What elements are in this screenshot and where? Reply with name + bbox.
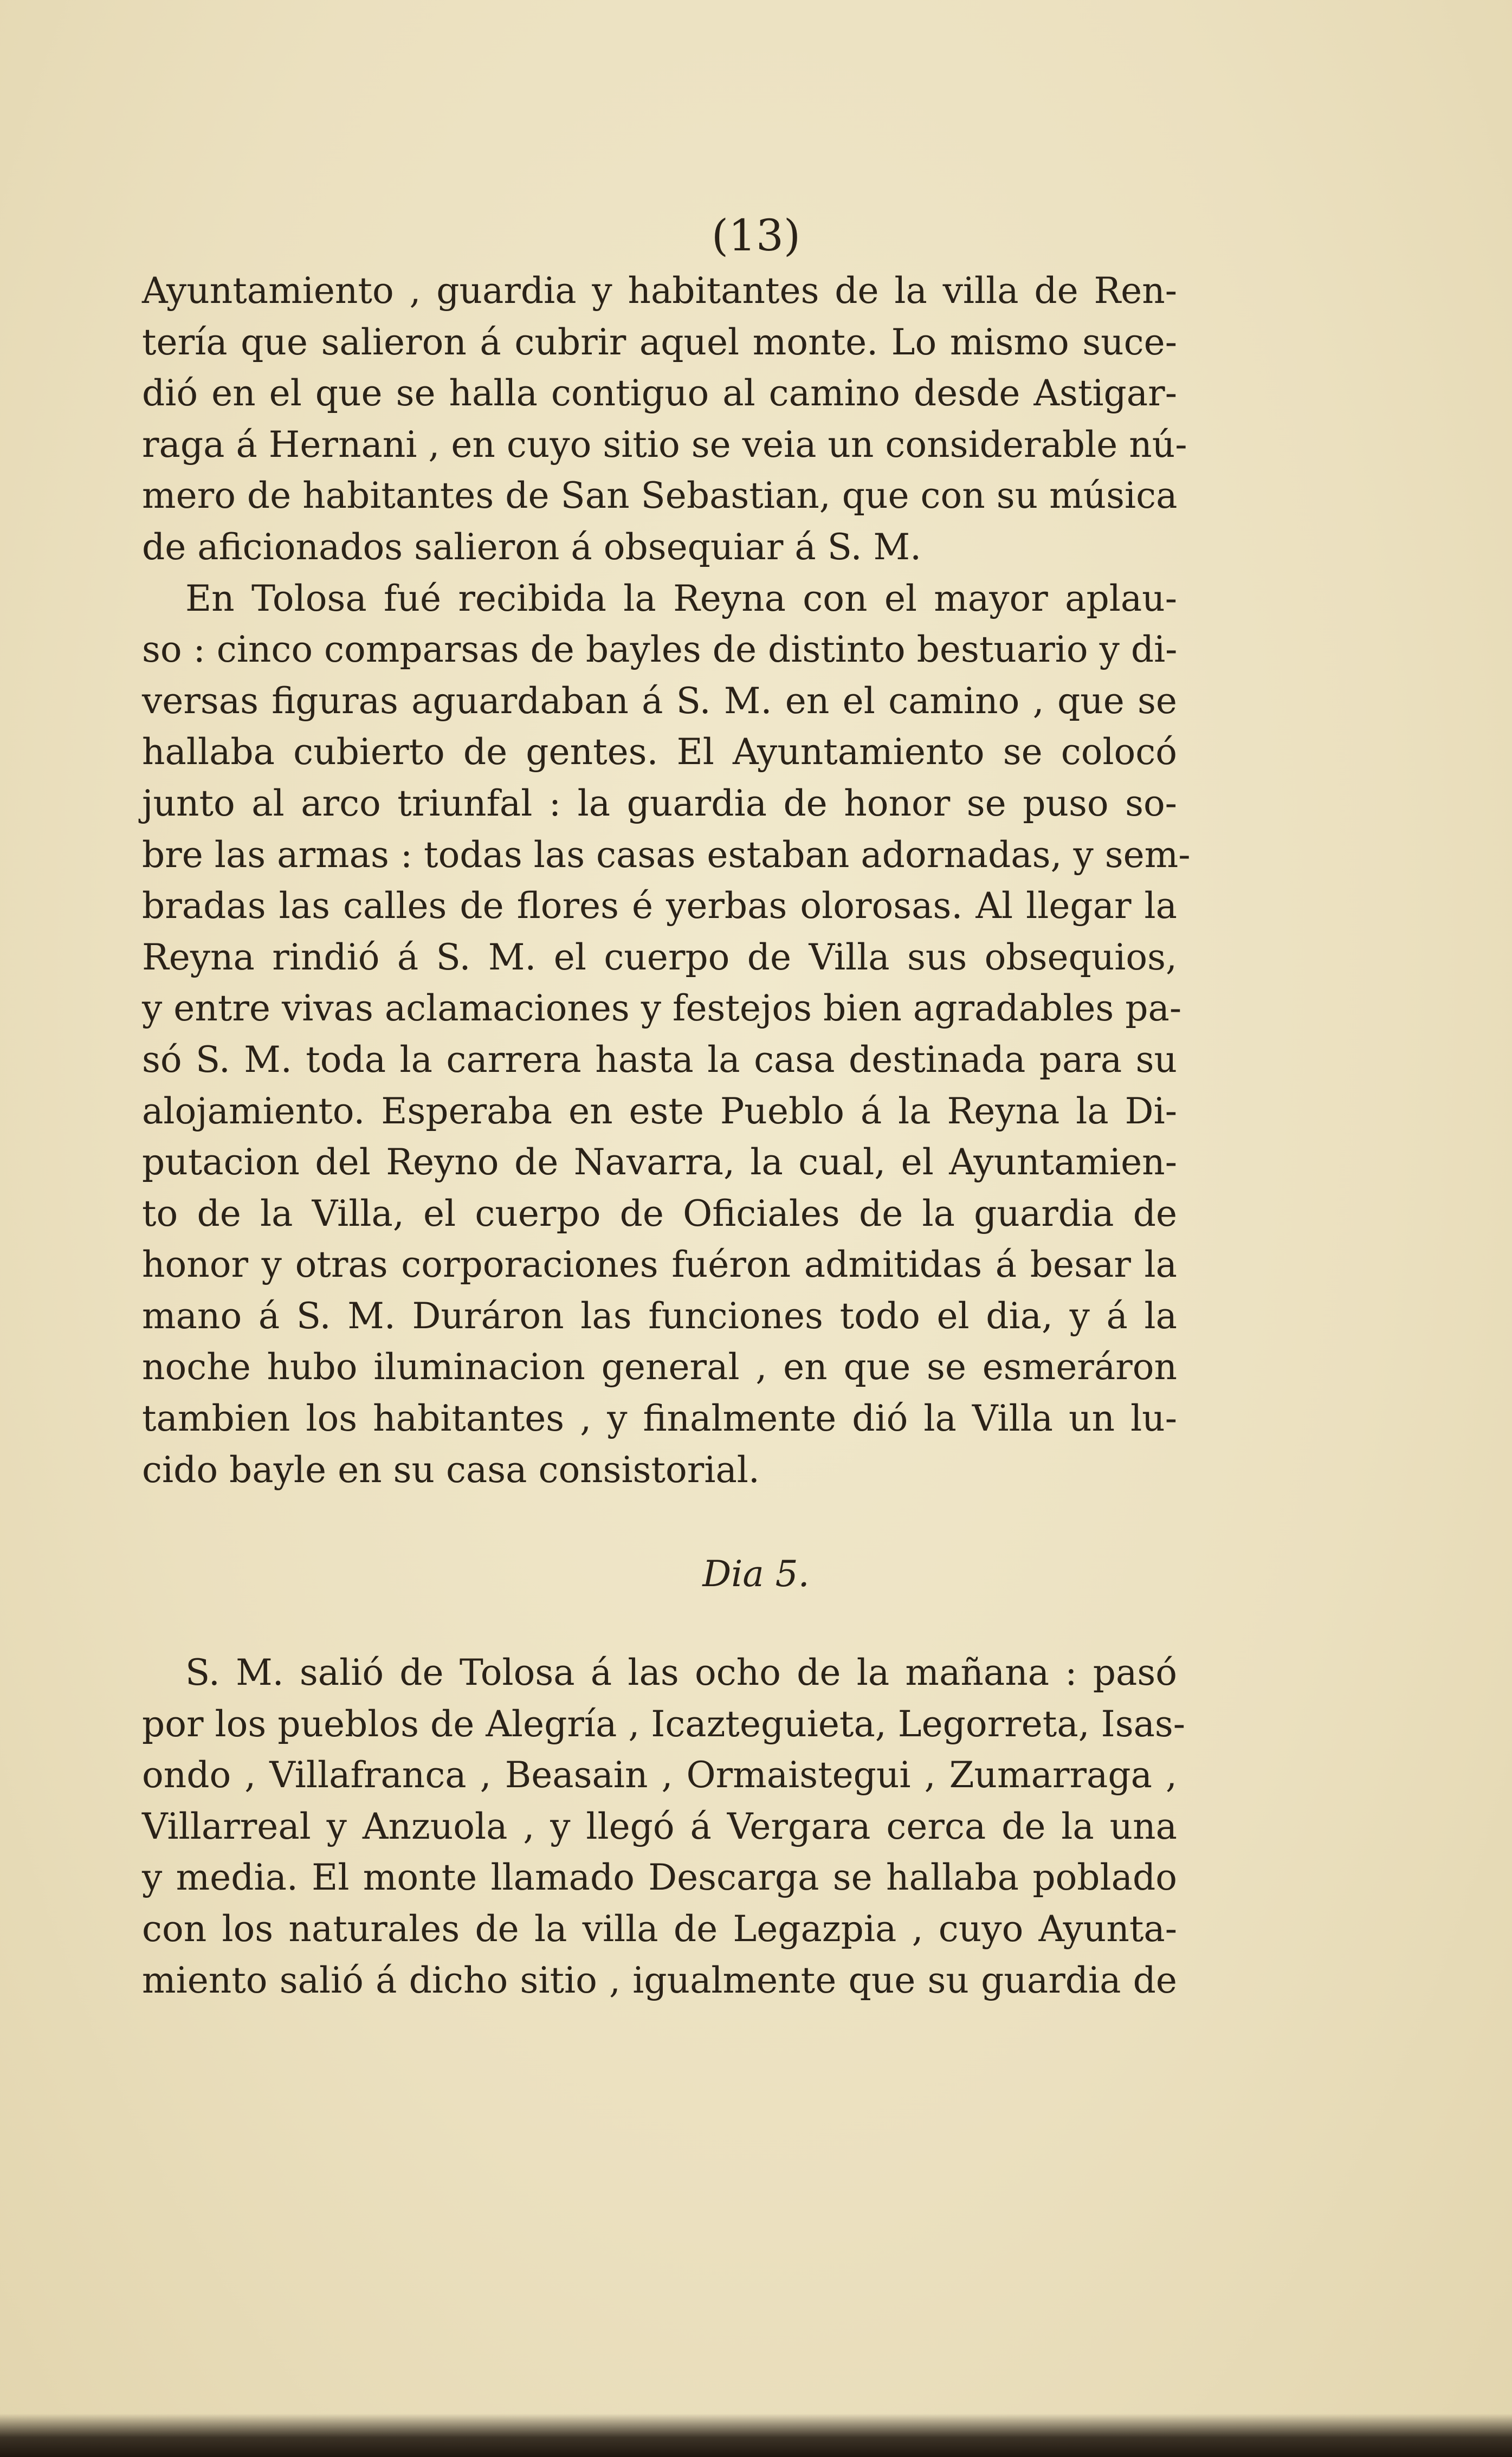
text-line: versas figuras aguardaban á S. M. en el camino , que se [142,680,1177,722]
text-line: mano á S. M. Duráron las funciones todo el dia, y á la [142,1295,1177,1337]
page-bottom-shadow [0,2414,1512,2457]
paragraph-2 [142,573,1191,1496]
text-line: Reyna rindió á S. M. el cuerpo de Villa sus obsequios, [142,936,1177,978]
text-line: de aficionados salieron á obsequiar á S. M. [142,526,922,568]
text-line: cido bayle en su casa consistorial. [142,1449,760,1491]
paragraph-1 [142,266,1187,573]
text-line: ondo , Villafranca , Beasain , Ormaistegui , Zumarraga , [142,1754,1177,1796]
text-line: hallaba cubierto de gentes. El Ayuntamiento se colocó [142,731,1177,773]
text-line: y media. El monte llamado Descarga se hallaba poblado [142,1857,1177,1899]
text-line: to de la Villa, el cuerpo de Oficiales de la guardia de [142,1192,1177,1234]
text-line: S. M. salió de Tolosa á las ocho de la mañana : pasó [185,1652,1177,1693]
text-line: tambien los habitantes , y finalmente dió la Villa un lu- [142,1398,1177,1440]
text-line: honor y otras corporaciones fuéron admitidas á besar la [142,1244,1177,1286]
text-line: tería que salieron á cubrir aquel monte. Lo mismo suce- [142,321,1177,363]
text-line: bre las armas : todas las casas estaban adornadas, y sem- [142,833,1191,876]
section-paragraph [142,1647,1186,2006]
text-line: só S. M. toda la carrera hasta la casa destinada para su [142,1038,1177,1081]
text-line: dió en el que se halla contiguo al camino desde Astigar- [142,372,1177,415]
text-line: alojamiento. Esperaba en este Pueblo á la Reyna la Di- [142,1090,1177,1132]
text-line: En Tolosa fué recibida la Reyna con el mayor aplau- [185,577,1177,619]
text-line: noche hubo iluminacion general , en que se esmeráron [142,1346,1177,1388]
text-line: bradas las calles de flores é yerbas olorosas. Al llegar la [142,885,1177,927]
text-line: Ayuntamiento , guardia y habitantes de la villa de Ren- [142,270,1177,312]
text-line: putacion del Reyno de Navarra, la cual, el Ayuntamien- [142,1141,1177,1184]
page-number: (13) [711,210,801,261]
text-line: con los naturales de la villa de Legazpia , cuyo Ayunta- [142,1908,1177,1950]
text-line: y entre vivas aclamaciones y festejos bien agradables pa- [142,987,1182,1030]
text-line: so : cinco comparsas de bayles de distinto bestuario y di- [142,629,1178,671]
text-line: raga á Hernani , en cuyo sitio se veia un considerable nú- [142,423,1187,465]
section-heading: Dia 5. [702,1553,810,1595]
text-line: mero de habitantes de San Sebastian, que con su música [142,475,1178,517]
text-line: por los pueblos de Alegría , Icazteguieta, Legorreta, Isas- [142,1703,1186,1745]
text-line: Villarreal y Anzuola , y llegó á Vergara cerca de la una [142,1805,1177,1847]
text-line: junto al arco triunfal : la guardia de honor se puso so- [142,782,1177,824]
text-line: miento salió á dicho sitio , igualmente que su guardia de [142,1959,1177,2001]
text-block-continued [142,266,1191,1496]
